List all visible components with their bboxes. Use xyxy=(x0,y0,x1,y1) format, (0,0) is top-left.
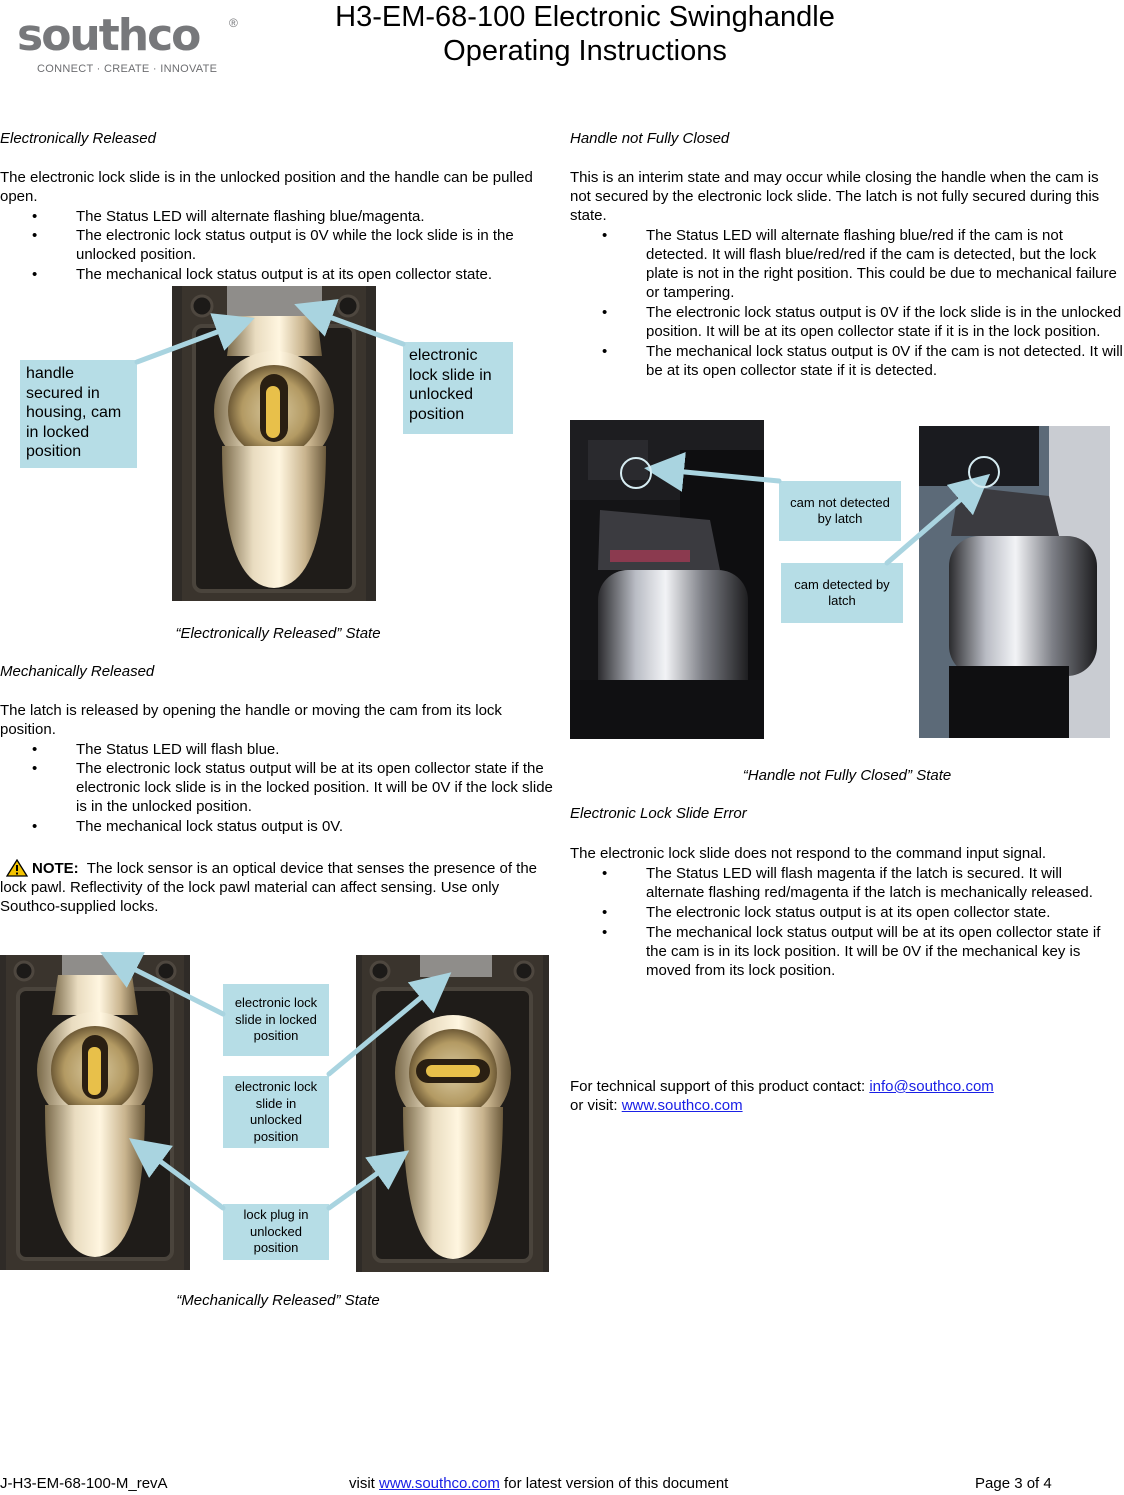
caption-electronically-released: “Electronically Released” State xyxy=(175,625,381,642)
note-text: The lock sensor is an optical device that senses the presence of the lock pawl. Reflectivity of the lock pawl material can affect sensing. Use only Southco-supplied locks. xyxy=(0,860,538,915)
caption-mechanically-released: “Mechanically Released” State xyxy=(176,1292,380,1309)
mech-released-intro: The latch is released by opening the handle or moving the cam from its lock position. xyxy=(0,702,502,738)
support-email-link[interactable]: info@southco.com xyxy=(869,1078,994,1095)
callout-cam-detected: cam detected by latch xyxy=(781,563,903,623)
list-item: • The electronic lock status output is 0V if the lock slide is in the unlocked position. It will be at its open collector state if it is in the lock position. xyxy=(570,303,1124,341)
photo-mech-released-locked xyxy=(0,955,190,1270)
elec-released-bullets xyxy=(0,207,550,284)
list-item: • The Status LED will alternate flashing blue/magenta. xyxy=(0,207,550,226)
heading-electronically-released: Electronically Released xyxy=(0,130,156,147)
callout-lock-slide-locked: electronic lock slide in locked position xyxy=(223,984,329,1056)
callout-cam-not-detected: cam not detected by latch xyxy=(779,481,901,541)
list-item: • The Status LED will alternate flashing blue/red if the cam is not detected. It will flash blue/red/red if the cam is detected, but the lock plate is not in the right position. This could be due to mechanical failure or tampering. xyxy=(570,226,1124,302)
elec-released-intro: The electronic lock slide is in the unlocked position and the handle can be pulled open. xyxy=(0,169,533,205)
note-block xyxy=(0,859,552,916)
footer-visit xyxy=(349,1475,728,1492)
logo-tagline: CONNECT · CREATE · INNOVATE xyxy=(37,63,218,75)
southco-logo xyxy=(15,4,245,82)
page-title xyxy=(230,0,940,68)
list-item: • The electronic lock status output is 0V while the lock slide is in the unlocked position. xyxy=(0,226,550,264)
list-item: • The mechanical lock status output will be at its open collector state if the cam is in its lock position. It will be 0V if the mechanical key is moved from its lock position. xyxy=(570,923,1120,980)
not-closed-intro: This is an interim state and may occur while closing the handle when the cam is not secured by the electronic lock slide. The latch is not fully secured during this state. xyxy=(570,169,1100,224)
footer-doc-id: J-H3-EM-68-100-M_revA xyxy=(0,1475,168,1492)
photo-electronically-released xyxy=(172,286,376,601)
warning-icon xyxy=(6,859,28,877)
caption-handle-not-fully-closed: “Handle not Fully Closed” State xyxy=(742,767,952,784)
callout-lock-slide-unlocked-2: electronic lock slide in unlocked position xyxy=(223,1076,329,1148)
list-item: • The Status LED will flash blue. xyxy=(0,740,556,759)
logo-wordmark: southco xyxy=(17,10,200,61)
heading-handle-not-fully-closed: Handle not Fully Closed xyxy=(570,130,730,147)
slide-error-intro: The electronic lock slide does not respond to the command input signal. xyxy=(570,845,1047,862)
list-item: • The mechanical lock status output is 0V. xyxy=(0,817,556,836)
support-text: For technical support of this product contact: xyxy=(570,1078,870,1095)
list-item: • The mechanical lock status output is at its open collector state. xyxy=(0,265,550,284)
callout-handle-secured: handle secured in housing, cam in locked position xyxy=(20,360,137,468)
support-website-link[interactable]: www.southco.com xyxy=(621,1097,743,1114)
list-item: • The Status LED will flash magenta if the latch is secured. It will alternate flashing red/magenta if the latch is mechanically released. xyxy=(570,864,1120,902)
photo-cam-detected xyxy=(919,426,1110,738)
not-closed-bullets xyxy=(570,226,1124,380)
note-label: NOTE: xyxy=(32,860,79,877)
heading-electronic-lock-slide-error: Electronic Lock Slide Error xyxy=(570,805,747,822)
footer-page-number: Page 3 of 4 xyxy=(975,1475,1052,1492)
mech-released-bullets xyxy=(0,740,556,836)
callout-lock-slide-unlocked: electronic lock slide in unlocked position xyxy=(403,342,513,434)
callout-lock-plug-unlocked: lock plug in unlocked position xyxy=(223,1204,329,1260)
photo-cam-not-detected xyxy=(570,420,764,739)
page-title-line-1: H3-EM-68-100 Electronic Swinghandle xyxy=(335,1,835,33)
page-title-line-2: Operating Instructions xyxy=(443,35,727,67)
photo-mech-released-unlocked xyxy=(356,955,549,1272)
footer-visit-prefix: visit xyxy=(349,1475,379,1492)
support-contact xyxy=(570,1077,994,1115)
footer-website-link[interactable]: www.southco.com xyxy=(379,1475,500,1492)
list-item: • The mechanical lock status output is 0V if the cam is not detected. It will be at its open collector state if it is detected. xyxy=(570,342,1124,380)
slide-error-bullets xyxy=(570,864,1120,980)
list-item: • The electronic lock status output will be at its open collector state if the electronic lock slide is in the locked position. It will be 0V if the lock slide is in the unlocked position. xyxy=(0,759,556,816)
footer-visit-suffix: for latest version of this document xyxy=(499,1475,729,1492)
visit-text: or visit: xyxy=(570,1097,622,1114)
heading-mechanically-released: Mechanically Released xyxy=(0,663,155,680)
list-item: • The electronic lock status output is at its open collector state. xyxy=(570,903,1120,922)
logo-registered-mark: ® xyxy=(229,16,238,30)
